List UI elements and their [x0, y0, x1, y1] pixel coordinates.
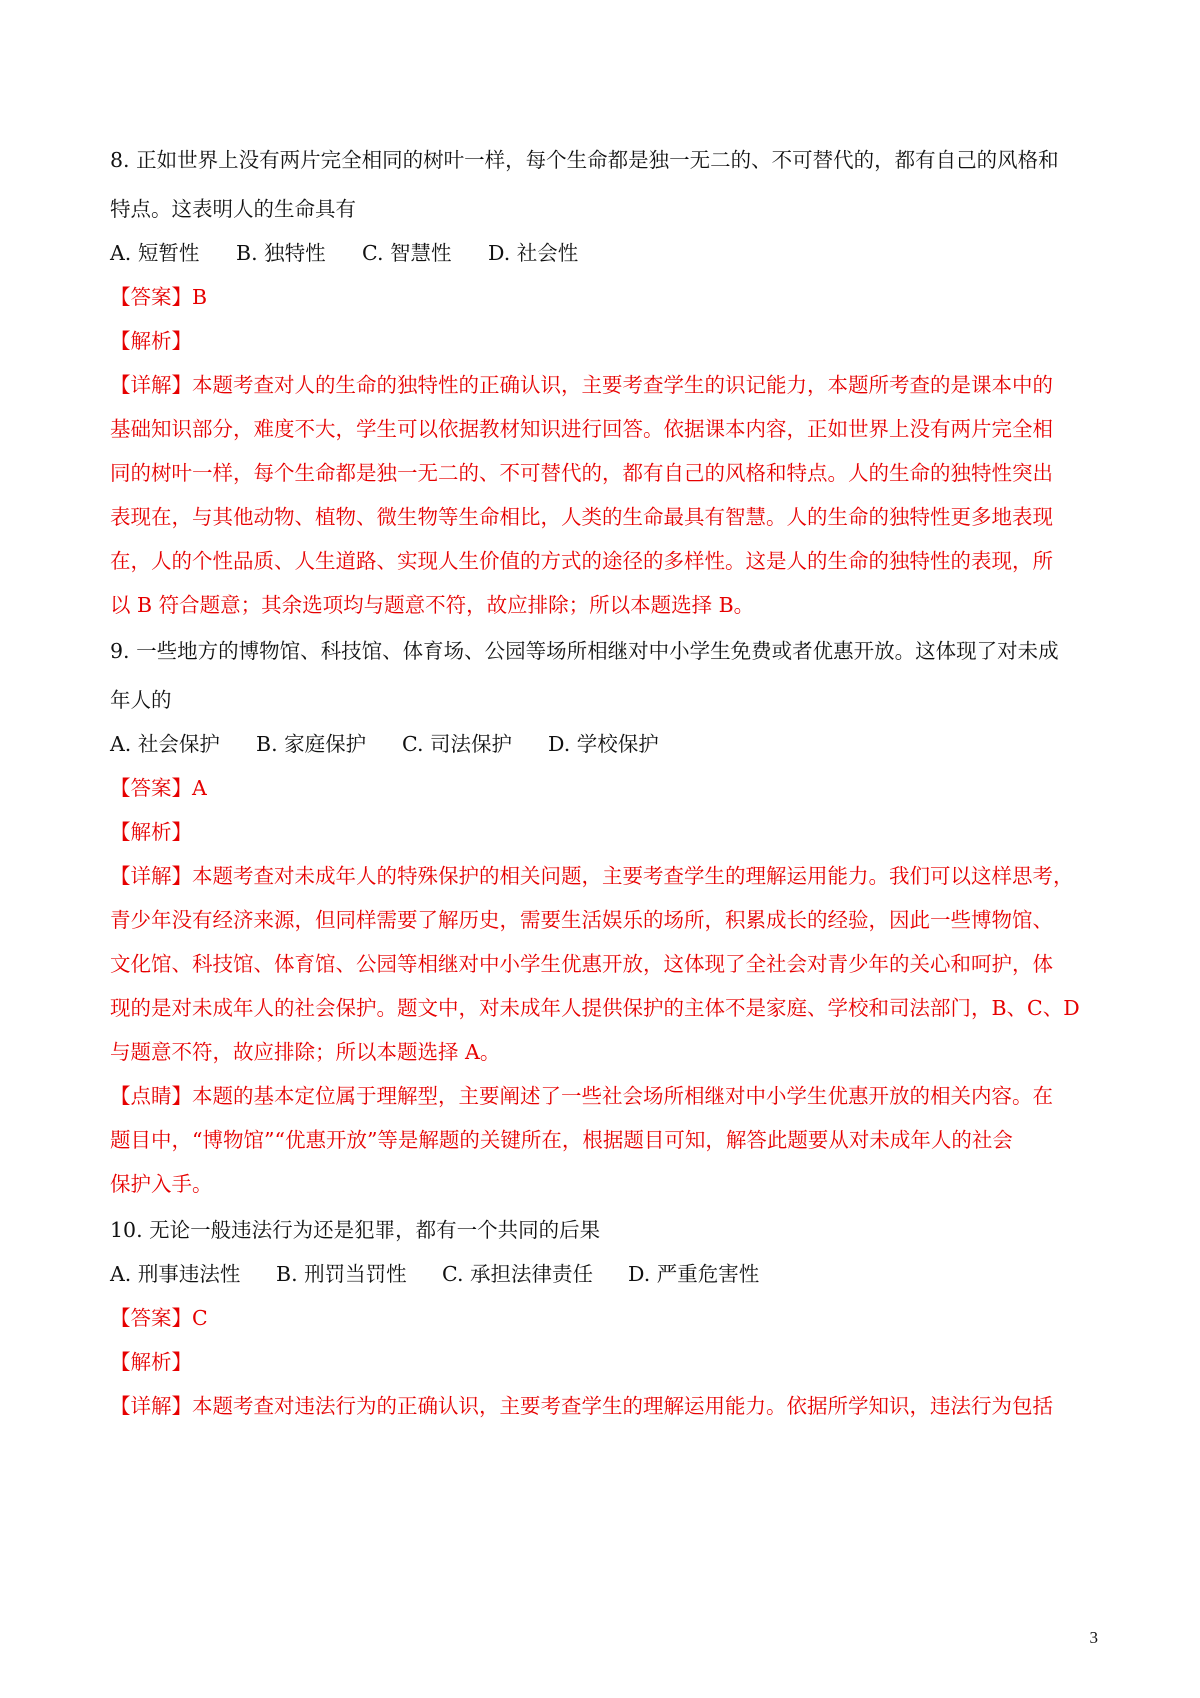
- question-stem-line: 年人的: [110, 688, 172, 712]
- page-content: [110, 148, 1098, 1418]
- option-a: A. 短暂性: [110, 241, 200, 265]
- question-8: [110, 148, 1098, 617]
- detail-line: 表现在，与其他动物、植物、微生物等生命相比，人类的生命最具有智慧。人的生命的独特性更多地表现: [110, 505, 1053, 529]
- answer-value: B: [192, 285, 208, 309]
- option-a: A. 刑事违法性: [110, 1262, 241, 1286]
- detail-line: 现的是对未成年人的社会保护。题文中，对未成年人提供保护的主体不是家庭、学校和司法部门，B、C、D: [110, 996, 1080, 1020]
- detail-text: 本题考查对违法行为的正确认识，主要考查学生的理解运用能力。依据所学知识，违法行为包括: [192, 1394, 1053, 1418]
- option-c: C. 司法保护: [402, 732, 512, 756]
- option-d: D. 社会性: [488, 241, 579, 265]
- question-stem-line: 10. 无论一般违法行为还是犯罪，都有一个共同的后果: [110, 1218, 601, 1242]
- tip-line: [110, 1084, 1098, 1108]
- option-d: D. 学校保护: [548, 732, 659, 756]
- option-b: B. 家庭保护: [256, 732, 367, 756]
- question-stem-line: 特点。这表明人的生命具有: [110, 197, 356, 221]
- options-row: [110, 1262, 1098, 1286]
- question-stem-line: 8. 正如世界上没有两片完全相同的树叶一样，每个生命都是独一无二的、不可替代的，都有自己的风格和: [110, 148, 1059, 172]
- answer-value: A: [192, 776, 207, 800]
- tip-line: 保护入手。: [110, 1172, 213, 1196]
- analysis-tag: 【解析】: [110, 329, 192, 353]
- detail-line: 基础知识部分，难度不大，学生可以依据教材知识进行回答。依据课本内容，正如世界上没有两片完全相: [110, 417, 1053, 441]
- answer-tag: 【答案】: [110, 285, 192, 309]
- option-b: B. 刑罚当罚性: [276, 1262, 407, 1286]
- option-b: B. 独特性: [236, 241, 326, 265]
- answer-tag: 【答案】: [110, 1306, 192, 1330]
- options-row: [110, 241, 1098, 265]
- answer-tag: 【答案】: [110, 776, 192, 800]
- analysis-tag: 【解析】: [110, 820, 192, 844]
- question-9: [110, 639, 1098, 1196]
- detail-tag: 【详解】: [110, 864, 192, 888]
- detail-line: 在，人的个性品质、人生道路、实现人生价值的方式的途径的多样性。这是人的生命的独特性的表现，所: [110, 549, 1053, 573]
- question-stem-line: 9. 一些地方的博物馆、科技馆、体育场、公园等场所相继对中小学生免费或者优惠开放。这体现了对未成: [110, 639, 1059, 663]
- detail-line: 与题意不符，故应排除；所以本题选择 A。: [110, 1040, 501, 1064]
- detail-line: [110, 373, 1098, 397]
- detail-line: 青少年没有经济来源，但同样需要了解历史，需要生活娱乐的场所，积累成长的经验，因此一些博物馆、: [110, 908, 1053, 932]
- tip-text: 本题的基本定位属于理解型，主要阐述了一些社会场所相继对中小学生优惠开放的相关内容。在: [192, 1084, 1053, 1108]
- detail-line: 文化馆、科技馆、体育馆、公园等相继对中小学生优惠开放，这体现了全社会对青少年的关心和呵护，体: [110, 952, 1053, 976]
- options-row: [110, 732, 1098, 756]
- answer-line: [110, 776, 1098, 800]
- detail-text: 本题考查对人的生命的独特性的正确认识，主要考查学生的识记能力，本题所考查的是课本中的: [192, 373, 1053, 397]
- page-number: 3: [1089, 1628, 1098, 1647]
- detail-text: 本题考查对未成年人的特殊保护的相关问题，主要考查学生的理解运用能力。我们可以这样思考，: [192, 864, 1074, 888]
- detail-tag: 【详解】: [110, 373, 192, 397]
- analysis-tag: 【解析】: [110, 1350, 192, 1374]
- detail-line: 同的树叶一样，每个生命都是独一无二的、不可替代的，都有自己的风格和特点。人的生命的独特性突出: [110, 461, 1053, 485]
- option-a: A. 社会保护: [110, 732, 220, 756]
- tip-tag: 【点睛】: [110, 1084, 192, 1108]
- tip-line: 题目中，“博物馆”“优惠开放”等是解题的关键所在，根据题目可知，解答此题要从对未成年人的社会: [110, 1128, 1013, 1152]
- detail-line: 以 B 符合题意；其余选项均与题意不符，故应排除；所以本题选择 B。: [110, 593, 755, 617]
- option-c: C. 承担法律责任: [442, 1262, 593, 1286]
- question-10: [110, 1218, 1098, 1418]
- option-d: D. 严重危害性: [628, 1262, 760, 1286]
- answer-line: [110, 1306, 1098, 1330]
- option-c: C. 智慧性: [362, 241, 452, 265]
- answer-value: C: [192, 1306, 208, 1330]
- answer-line: [110, 285, 1098, 309]
- detail-tag: 【详解】: [110, 1394, 192, 1418]
- detail-line: [110, 1394, 1098, 1418]
- detail-line: [110, 864, 1098, 888]
